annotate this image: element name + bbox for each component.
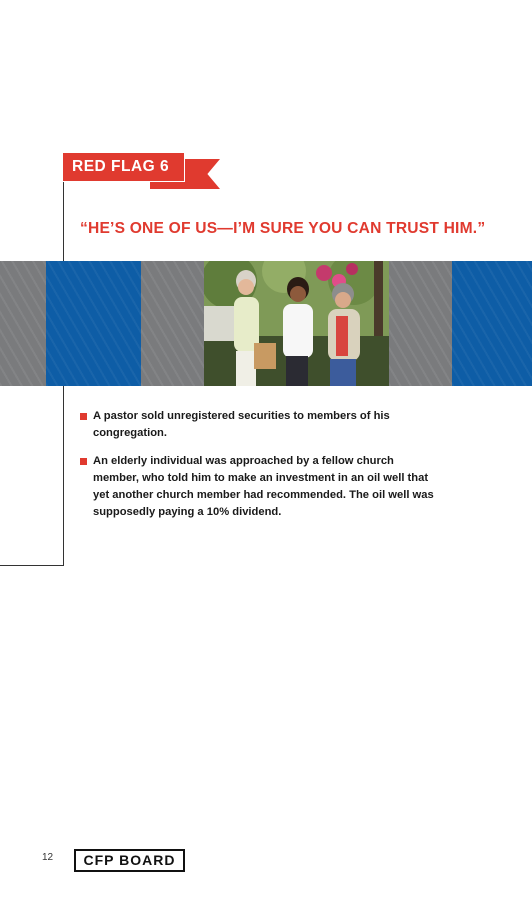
list-item [80, 453, 440, 521]
red-flag-label: RED FLAG 6 [72, 158, 170, 175]
bracket-horizontal-line [0, 565, 64, 566]
quote-headline: “HE’S ONE OF US—I’M SURE YOU CAN TRUST HIM.” [80, 220, 486, 237]
photo-three-women [204, 261, 389, 386]
band-segment-blue [46, 261, 141, 386]
bullet-text: An elderly individual was approached by a fellow church member, who told him to make an investment in an oil well that yet another church member had recommended. The oil well was supposedly paying a 10% dividend. [93, 455, 434, 518]
photo-illustration [204, 261, 389, 386]
band-segment-gray [141, 261, 204, 386]
cfp-board-logo: CFP BOARD [74, 849, 185, 872]
bullet-list [80, 408, 440, 532]
band-segment-gray [0, 261, 46, 386]
list-item [80, 408, 440, 442]
red-square-bullet-icon [80, 413, 87, 420]
band-segment-gray [389, 261, 452, 386]
stripe-band [0, 261, 532, 386]
bullet-text: A pastor sold unregistered securities to members of his congregation. [93, 410, 390, 439]
band-segment-blue [452, 261, 532, 386]
page-number: 12 [42, 852, 54, 863]
red-square-bullet-icon [80, 458, 87, 465]
